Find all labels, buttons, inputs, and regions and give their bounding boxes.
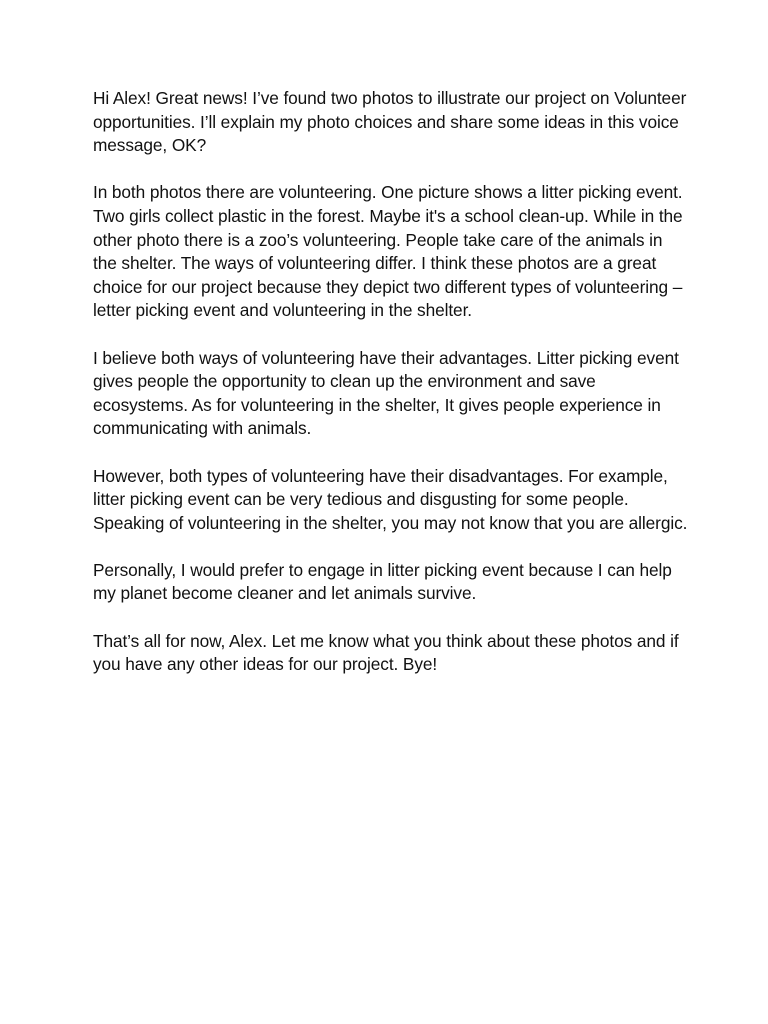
paragraph-disadvantages: However, both types of volunteering have their disadvantages. For example, litter picking event can be very tedious and disgusting for some people. Speaking of volunteering in the shelter, you may not know that you are allergic. [93,465,688,533]
document-body [93,87,688,677]
paragraph-preference: Personally, I would prefer to engage in litter picking event because I can help my planet become cleaner and let animals survive. [93,559,672,604]
paragraph-closing: That’s all for now, Alex. Let me know what you think about these photos and if you have any other ideas for our project. Bye! [93,630,679,675]
paragraph-photo-description: In both photos there are volunteering. One picture shows a litter picking event. Two girls collect plastic in the forest. Maybe it's a school clean-up. While in the other photo there is a zoo’s volunteering. People take care of the animals in the shelter. The ways of volunteering differ. I think these photos are a great choice for our project because they depict two different types of volunteering – letter picking event and volunteering in the shelter. [93,182,683,321]
paragraph-advantages: I believe both ways of volunteering have their advantages. Litter picking event gives people the opportunity to clean up the environment and save ecosystems. As for volunteering in the shelter, It gives people experience in communicating with animals. [93,347,679,439]
paragraph-greeting: Hi Alex! Great news! I’ve found two photos to illustrate our project on Volunteer opportunities. I’ll explain my photo choices and share some ideas in this voice message, OK? [93,88,687,156]
